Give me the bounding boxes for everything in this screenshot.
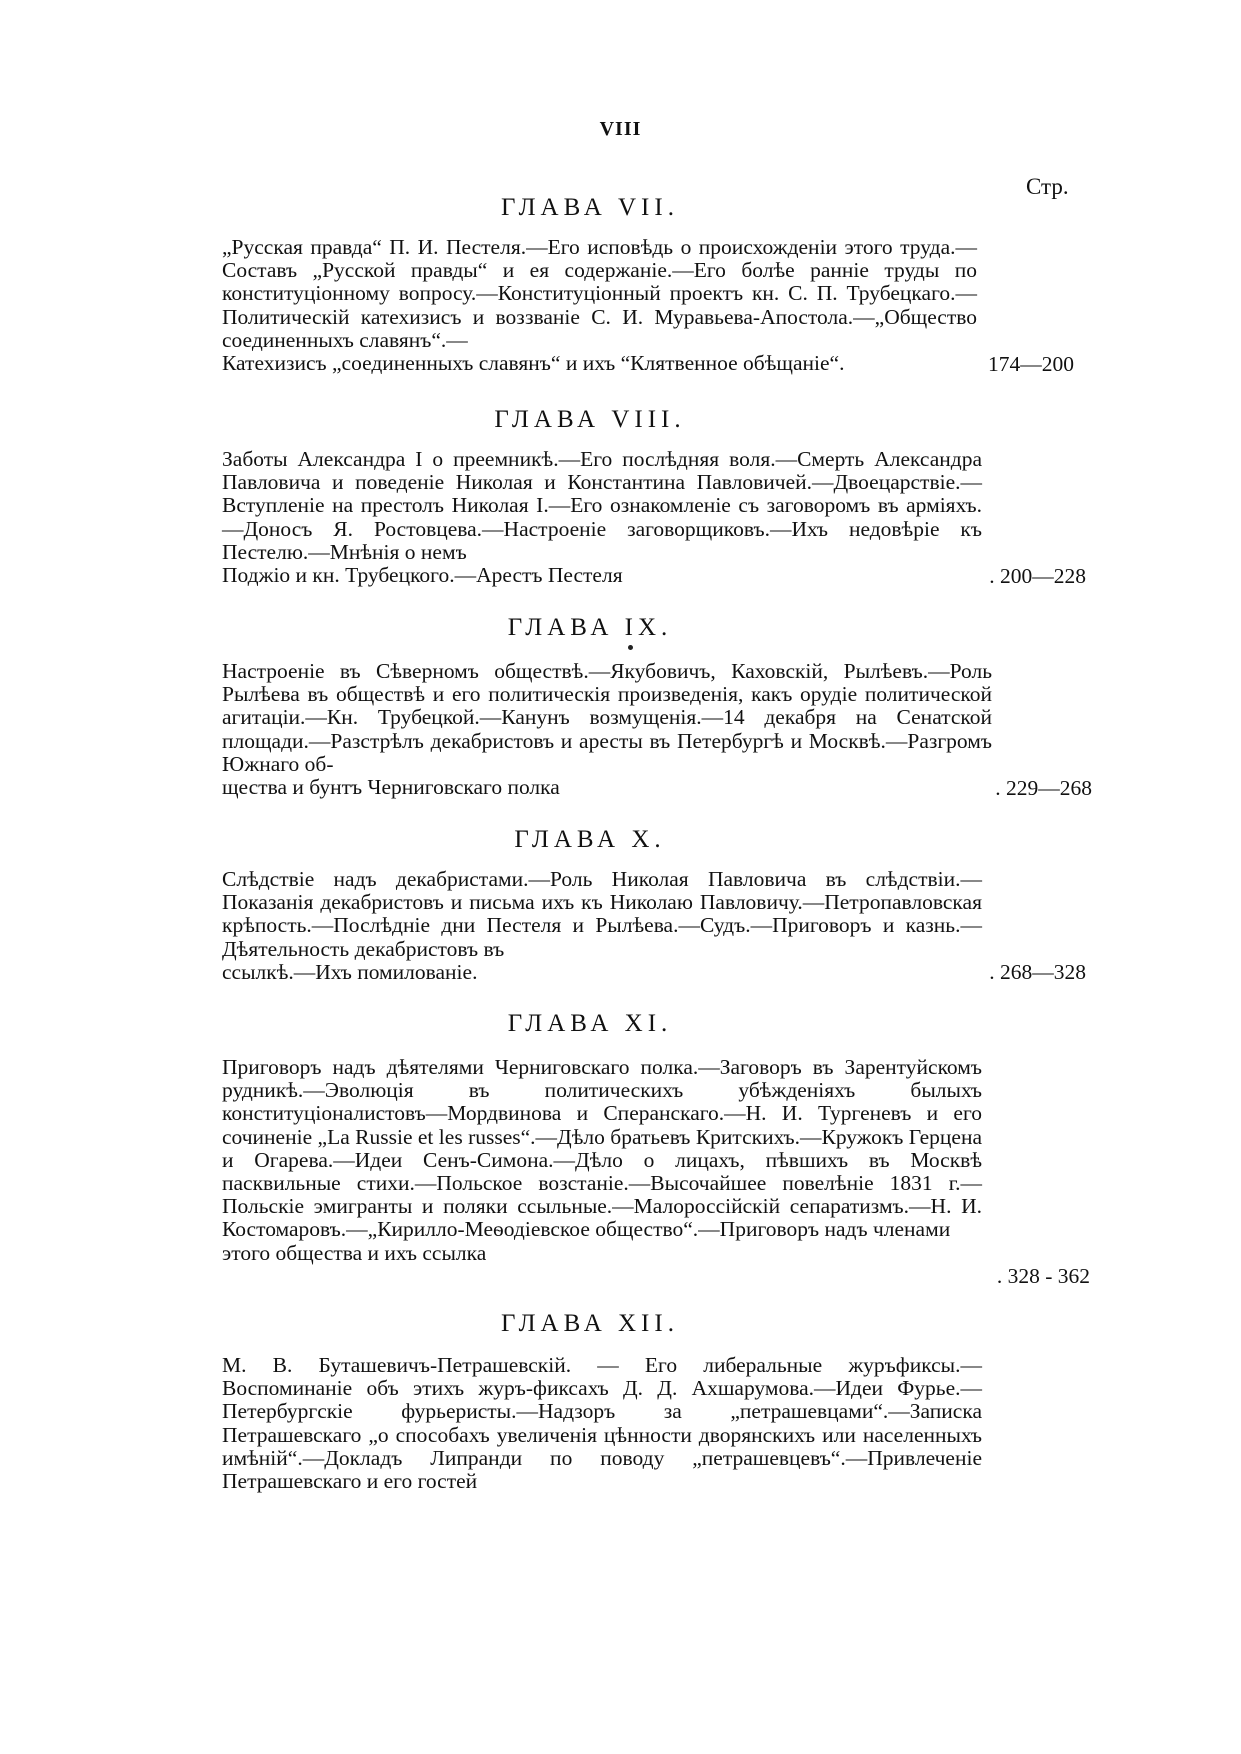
chapter-summary-last-line: ссылкѣ.—Ихъ помилованіе. bbox=[222, 959, 478, 984]
chapter-title: ГЛАВА IX. bbox=[507, 614, 673, 641]
chapter-pages: . 268—328 bbox=[989, 960, 1086, 984]
page-column-label: Стр. bbox=[1026, 174, 1069, 199]
chapter-summary-last-line: Поджіо и кн. Трубецкого.—Арестъ Пестеля bbox=[222, 563, 623, 588]
chapter-title: ГЛАВА X. bbox=[514, 826, 666, 853]
chapter-summary-last-line: этого общества и ихъ ссылка bbox=[222, 1240, 487, 1265]
chapter-pages: . 328 - 362 bbox=[996, 1264, 1090, 1288]
chapter-title: ГЛАВА VIII. bbox=[494, 406, 686, 433]
chapter-title: ГЛАВА XI. bbox=[507, 1010, 673, 1037]
chapter-summary-text: „Русская правда“ П. И. Пестеля.—Его исповѣдь о происхожденіи этого труда.—Составъ „Русской правды“ и ея содержаніе.—Его болѣе раннiе труды по конституціонному вопросу.—Конституціонный проектъ кн. С. П. Трубецкаго.—Политическій катехизисъ и воззваніе С. И. Муравьева-Апостола.—„Общество соединенныхъ славянъ“.— bbox=[222, 235, 977, 352]
chapter-title: ГЛАВА VII. bbox=[501, 194, 679, 221]
chapter-summary bbox=[222, 868, 982, 984]
chapter-summary-last-line: щества и бунтъ Черниговскаго полка bbox=[222, 775, 560, 800]
page-number: VIII bbox=[599, 118, 642, 140]
chapter-pages: . 229—268 bbox=[995, 776, 1092, 800]
chapter-summary-last-line: Катехизисъ „соединенныхъ славянъ“ и ихъ “Клятвенное обѣщаніе“. bbox=[222, 351, 845, 376]
chapter-summary-text: Заботы Александра I о преемникѣ.—Его послѣдняя воля.—Смерть Александра Павловича и поведеніе Николая и Константина Павловичей.—Двоецарствіе.—Вступленіе на престолъ Николая I.—Его ознакомленіе съ заговоромъ въ арміяхъ.—Доносъ Я. Ростовцева.—Настроеніе заговорщиковъ.—Ихъ недовѣріе къ Пестелю.—Мнѣнія о немъ bbox=[222, 447, 982, 564]
chapter-summary bbox=[222, 448, 982, 587]
chapter-summary-text: Приговоръ надъ дѣятелями Черниговскаго полка.—Заговоръ въ Зарентуйскомъ рудникѣ.—Эволюція въ политическихъ убѣжденіяхъ былыхъ конституціоналистовъ—Мордвинова и Сперанскаго.—Н. И. Тургеневъ и его сочиненіе „La Russie et les russes“.—Дѣло братьевъ Критскихъ.—Кружокъ Герцена и Огарева.—Идеи Сенъ-Симона.—Дѣло о лицахъ, пѣвшихъ въ Москвѣ пасквильные стихи.—Польское возстаніе.—Высочайшее повелѣніе 1831 г.—Польскіе эмигранты и поляки ссыльные.—Малороссійскій сепаратизмъ.—Н. И. Костомаровъ.—„Кирилло-Меѳодіевское общество“.—Приговоръ надъ членами bbox=[222, 1055, 982, 1242]
chapter-summary bbox=[222, 236, 977, 375]
decorative-dot bbox=[628, 645, 633, 650]
chapter-summary-text: Слѣдствіе надъ декабристами.—Роль Николая Павловича въ слѣдствіи.—Показанія декабристовъ и письма ихъ къ Николаю Павловичу.—Петропавловская крѣпость.—Послѣдніе дни Пестеля и Рылѣева.—Судъ.—Приговоръ и казнь.—Дѣятельность декабристовъ въ bbox=[222, 867, 982, 961]
chapter-summary bbox=[222, 1056, 982, 1265]
chapter-summary bbox=[222, 1354, 982, 1493]
chapter-summary-text: Настроеніе въ Сѣверномъ обществѣ.—Якубовичъ, Каховскій, Рылѣевъ.—Роль Рылѣева въ обществѣ и его политическія произведенія, какъ орудіе политической агитаціи.—Кн. Трубецкой.—Канунъ возмущенія.—14 декабря на Сенатской площади.—Разстрѣлъ декабристовъ и аресты въ Петербургѣ и Москвѣ.—Разгромъ Южнаго об- bbox=[222, 659, 992, 776]
chapter-title: ГЛАВА XII. bbox=[501, 1310, 679, 1337]
chapter-summary bbox=[222, 660, 992, 799]
chapter-summary-text: М. В. Буташевичъ-Петрашевскій. — Его либеральные журъфиксы.—Воспоминаніе объ этихъ журъ-фиксахъ Д. Д. Ахшарумова.—Идеи Фурье.—Петербургскіе фурьеристы.—Надзоръ за „петрашевцами“.—Записка Петрашевскаго „о способахъ увеличенія цѣнности дворянскихъ или населенныхъ имѣній“.—Докладъ Липранди по поводу „петрашевцевъ“.—Привлеченіе Петрашевскаго и его гостей bbox=[222, 1353, 982, 1494]
chapter-pages: . 200—228 bbox=[989, 564, 1086, 588]
chapter-pages: 174—200 bbox=[988, 352, 1074, 376]
